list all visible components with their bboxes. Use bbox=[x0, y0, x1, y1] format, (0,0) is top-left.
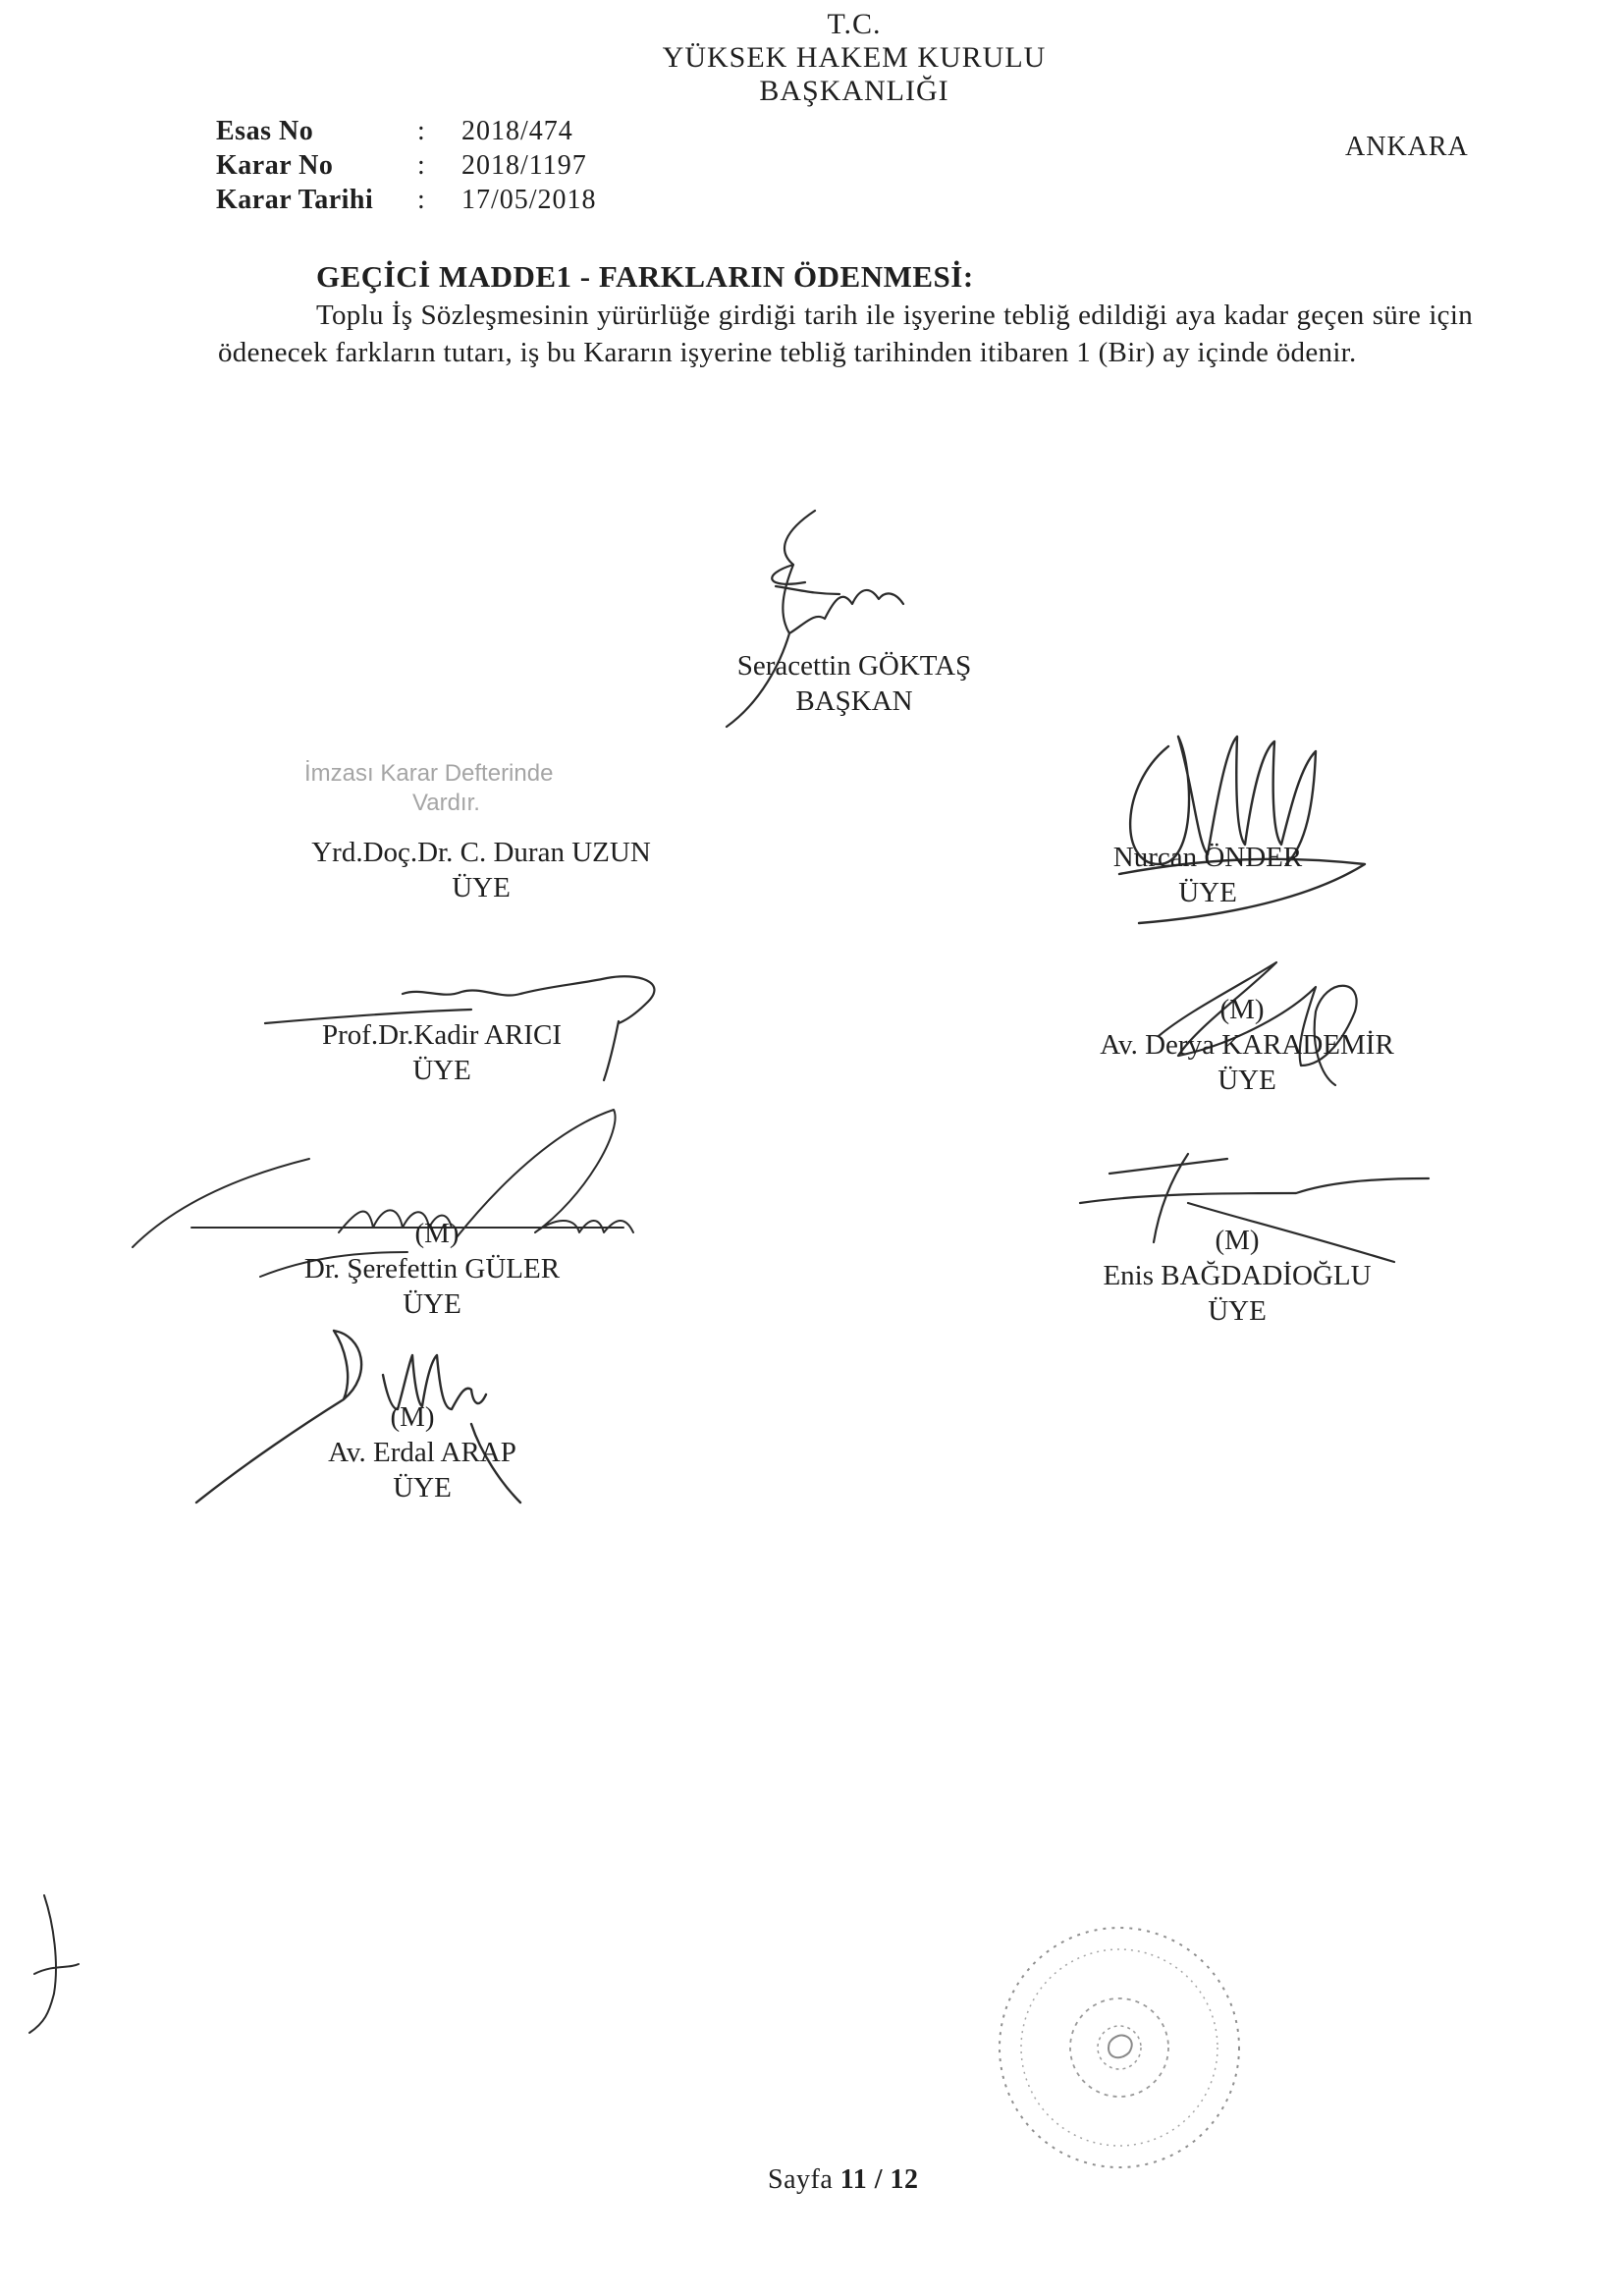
meta-row bbox=[216, 116, 628, 150]
signatory-bagdadioglu bbox=[1060, 1223, 1414, 1329]
meta-colon: : bbox=[417, 150, 425, 181]
article-title: GEÇİCİ MADDE1 - FARKLARIN ÖDENMESİ: bbox=[316, 259, 974, 294]
signatory-role: ÜYE bbox=[393, 1472, 452, 1503]
signatory-mark: (M) bbox=[390, 1401, 435, 1433]
signatory-onder bbox=[1070, 840, 1345, 910]
signatory-mark: (M) bbox=[414, 1218, 460, 1249]
header-block bbox=[550, 8, 1159, 108]
signatory-role: ÜYE bbox=[412, 1055, 471, 1086]
signatory-name: Dr. Şerefettin GÜLER bbox=[303, 1253, 561, 1285]
meta-label: Karar Tarihi bbox=[216, 185, 374, 215]
signatory-role: ÜYE bbox=[452, 872, 511, 903]
official-seal bbox=[987, 1915, 1252, 2180]
header-presidency: BAŞKANLIĞI bbox=[759, 75, 949, 107]
city: ANKARA bbox=[1345, 132, 1469, 162]
signature-note-line: İmzası Karar Defterinde bbox=[304, 760, 554, 787]
page-total: 12 bbox=[890, 2164, 919, 2195]
meta-row bbox=[216, 185, 628, 219]
margin-initial-mark bbox=[15, 1886, 103, 2043]
page-label: Sayfa bbox=[768, 2164, 834, 2195]
signatory-guler bbox=[255, 1216, 609, 1322]
signatory-role: ÜYE bbox=[1178, 877, 1237, 908]
signatory-role: ÜYE bbox=[403, 1288, 461, 1320]
meta-label: Karar No bbox=[216, 150, 334, 181]
signature-note-line: Vardır. bbox=[412, 790, 480, 816]
meta-colon: : bbox=[417, 116, 425, 146]
meta-block bbox=[216, 116, 628, 219]
signatory-name: Av. Derya KARADEMİR bbox=[1100, 1029, 1394, 1061]
meta-label: Esas No bbox=[216, 116, 314, 146]
meta-colon: : bbox=[417, 185, 425, 215]
signatory-role: ÜYE bbox=[1217, 1065, 1276, 1096]
signatory-name: Av. Erdal ARAP bbox=[328, 1437, 516, 1468]
signatory-karademir bbox=[1060, 992, 1434, 1098]
header-tc: T.C. bbox=[827, 8, 882, 40]
signatory-president bbox=[707, 648, 1001, 719]
signatory-name: Yrd.Doç.Dr. C. Duran UZUN bbox=[311, 837, 651, 868]
signatory-role: BAŞKAN bbox=[795, 685, 913, 717]
page-number bbox=[768, 2164, 919, 2196]
meta-value: 2018/474 bbox=[461, 116, 573, 146]
meta-value: 2018/1197 bbox=[461, 150, 587, 181]
onder-signature bbox=[1080, 707, 1375, 953]
meta-value: 17/05/2018 bbox=[461, 185, 597, 215]
signatory-uzun bbox=[275, 835, 687, 905]
signature-note bbox=[304, 759, 553, 818]
signatory-mark: (M) bbox=[1219, 994, 1265, 1025]
signatory-name: Enis BAĞDADİOĞLU bbox=[1103, 1260, 1372, 1291]
article-text: Toplu İş Sözleşmesinin yürürlüğe girdiği tarih ile işyerine tebliğ edildiği aya kadar geçen süre için ödenecek farkların tutarı, iş bu Kararın işyerine tebliğ tarihinden itibaren 1 (Bir) ay içinde ödenir. bbox=[218, 300, 1473, 368]
signatory-arici bbox=[275, 1017, 609, 1088]
signatory-arap bbox=[265, 1399, 579, 1505]
page-current: 11 bbox=[839, 2164, 868, 2195]
meta-row bbox=[216, 150, 628, 185]
signatory-name: Nurcan ÖNDER bbox=[1112, 842, 1303, 873]
signatory-role: ÜYE bbox=[1208, 1295, 1267, 1327]
signatory-mark: (M) bbox=[1215, 1225, 1260, 1256]
page-separator: / bbox=[874, 2164, 884, 2195]
header-institution: YÜKSEK HAKEM KURULU bbox=[662, 41, 1047, 74]
signatory-name: Prof.Dr.Kadir ARICI bbox=[321, 1019, 563, 1051]
signatory-name: Seracettin GÖKTAŞ bbox=[736, 650, 972, 682]
